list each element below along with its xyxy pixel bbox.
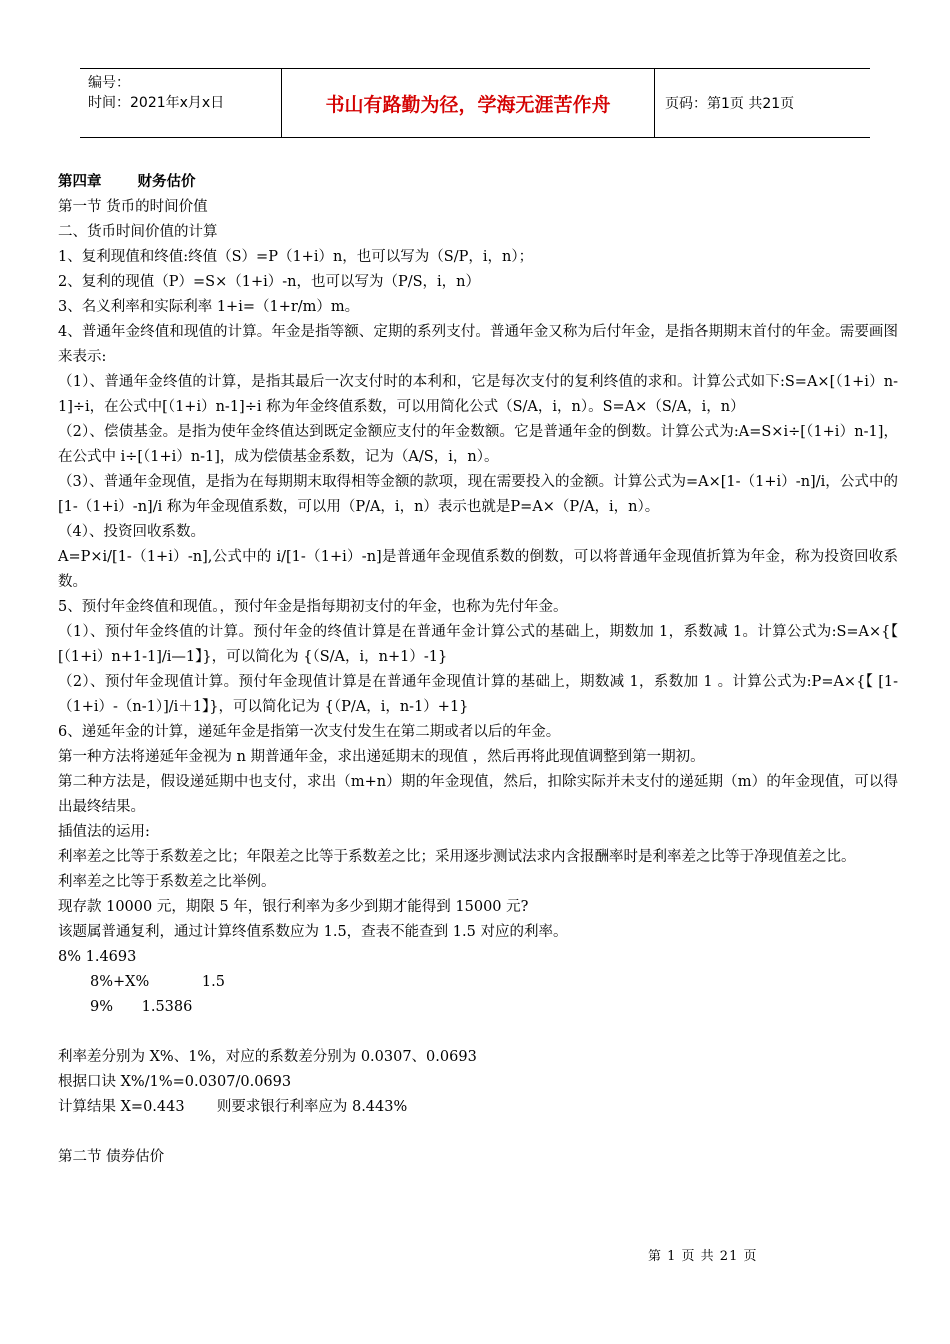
paragraph: 利率差之比等于系数差之比；年限差之比等于系数差之比；采用逐步测试法求内含报酬率时是利率差之比等于净现值差之比。 [58, 849, 856, 865]
paragraph: A=P×i/[1-（1+i）-n],公式中的 i/[1-（1+i）-n]是普通年金现值系数的倒数，可以将普通年金现值折算为年金，称为投资回收系数。 [58, 549, 898, 590]
document-body [58, 170, 898, 1170]
header-page-info: 页码：第1页 共21页 [665, 96, 795, 112]
code-label: 编号： [88, 75, 130, 91]
chapter-title: 财务估价 [137, 174, 196, 190]
time-label: 时间：2021年x月x日 [88, 95, 225, 111]
rate-cell: 8%+X% [90, 974, 150, 990]
paragraph: 现存款 10000 元，期限 5 年，银行利率为多少到期才能得到 15000 元? [58, 899, 529, 915]
rate-cell: 9% [90, 999, 114, 1015]
paragraph: （4）、投资回收系数。 [58, 524, 205, 540]
chapter-heading [58, 170, 898, 195]
header-motto: 书山有路勤为径，学海无涯苦作舟 [282, 69, 655, 137]
page-footer: 第 1 页 共 21 页 [648, 1249, 758, 1264]
paragraph: 1、复利现值和终值:终值（S）=P（1+i）n，也可以写为（S/P，i，n）； [58, 249, 534, 265]
coef-cell: 1.4693 [85, 949, 137, 965]
paragraph: 4、普通年金终值和现值的计算。年金是指等额、定期的系列支付。普通年金又称为后付年金，是指各期期末首付的年金。需要画图来表示: [58, 324, 898, 365]
paragraph: 2、复利的现值（P）=S×（1+i）-n，也可以写为（P/S，i，n） [58, 274, 481, 290]
subsection-heading: 二、货币时间价值的计算 [58, 224, 218, 240]
interpolation-row [58, 995, 898, 1020]
coef-cell: 1.5386 [141, 999, 193, 1015]
paragraph: 该题属普通复利，通过计算终值系数应为 1.5，查表不能查到 1.5 对应的利率。 [58, 924, 568, 940]
paragraph: 6、递延年金的计算，递延年金是指第一次支付发生在第二期或者以后的年金。 [58, 724, 561, 740]
paragraph: 利率差之比等于系数差之比举例。 [58, 874, 276, 890]
paragraph: （2）、预付年金现值计算。预付年金现值计算是在普通年金现值计算的基础上，期数减 1，系数加 1 。计算公式为:P=A×{【 [1-（1+i）-（n-1）]/i＋1】}，可以简化记为 {（P/A，i，n-1）+1} [58, 674, 898, 715]
paragraph: （2）、偿债基金。是指为使年金终值达到既定金额应支付的年金数额。它是普通年金的倒数。计算公式为:A=S×i÷[（1+i）n-1]，在公式中 i÷[（1+i）n-1]，成为偿债基金系数，记为（A/S，i，n）。 [58, 424, 898, 465]
rate-cell: 8% [58, 949, 82, 965]
document-header [80, 68, 870, 138]
paragraph: （1）、普通年金终值的计算，是指其最后一次支付时的本利和，它是每次支付的复利终值的求和。计算公式如下:S=A×[（1+i）n-1]÷i，在公式中[（1+i）n-1]÷i 称为年金终值系数，可以用简化公式（S/A，i，n）。S=A×（S/A，i，n） [58, 374, 898, 415]
paragraph: 根据口诀 X%/1%=0.0307/0.0693 [58, 1074, 292, 1090]
section-heading: 第二节 债券估价 [58, 1149, 165, 1165]
paragraph: 第二种方法是，假设递延期中也支付，求出（m+n）期的年金现值，然后，扣除实际并未支付的递延期（m）的年金现值，可以得出最终结果。 [58, 774, 898, 815]
paragraph: 5、预付年金终值和现值。，预付年金是指每期初支付的年金，也称为先付年金。 [58, 599, 568, 615]
chapter-number: 第四章 [58, 174, 102, 190]
paragraph: 第一种方法将递延年金视为 n 期普通年金，求出递延期末的现值 ，然后再将此现值调整到第一期初。 [58, 749, 705, 765]
paragraph: 利率差分别为 X%、1%，对应的系数差分别为 0.0307、0.0693 [58, 1049, 477, 1065]
paragraph: 3、名义利率和实际利率 1+i=（1+r/m）m。 [58, 299, 360, 315]
coef-cell: 1.5 [201, 974, 225, 990]
paragraph: （3）、普通年金现值，是指为在每期期末取得相等金额的款项，现在需要投入的金额。计算公式为=A×[1-（1+i）-n]/i，公式中的[1-（1+i）-n]/i 称为年金现值系数，可以用（P/A，i，n）表示也就是P=A×（P/A，i，n）。 [58, 474, 898, 515]
header-meta-cell [80, 69, 282, 137]
section-heading: 第一节 货币的时间价值 [58, 199, 208, 215]
interpolation-row [58, 970, 898, 995]
interpolation-row [58, 945, 898, 970]
paragraph: 计算结果 X=0.443 则要求银行利率应为 8.443% [58, 1099, 408, 1115]
paragraph: （1）、预付年金终值的计算。预付年金的终值计算是在普通年金计算公式的基础上，期数加 1，系数减 1。计算公式为:S=A×{【 [（1+i）n+1-1]/i—1】}，可以简化为 {（S/A，i，n+1）-1} [58, 624, 898, 665]
paragraph: 插值法的运用: [58, 824, 150, 840]
